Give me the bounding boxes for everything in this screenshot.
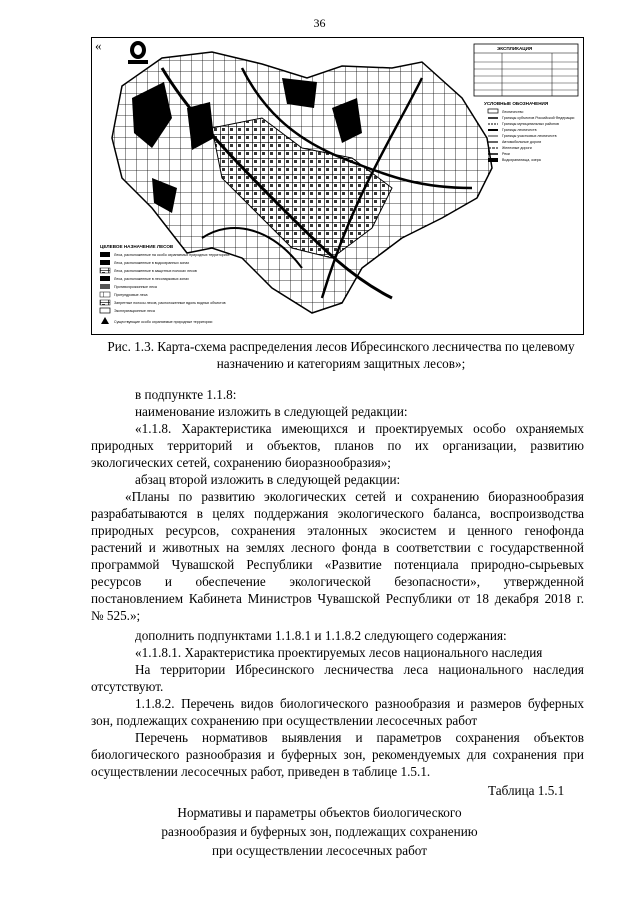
figure-caption: Рис. 1.3. Карта-схема распределения лесов Ибресинского лесничества по целевому назначению и категориям защитных лесов»;	[107, 339, 575, 371]
symbol-label-4: Границы участковых лесничеств	[502, 134, 557, 138]
forest-map-figure	[91, 37, 584, 335]
symbol-label-3: Границы лесничеств	[502, 128, 537, 132]
symbol-label-2: Границы муниципальных районов	[502, 122, 559, 126]
paragraph-line-4: экологических сетей, сохранению биоразнообразия»;	[91, 455, 391, 470]
table-title-line-0: Нормативы и параметры объектов биологического	[177, 805, 462, 820]
paragraph-line-11: ресурсов и обеспечение экологической безопасности», утвержденной	[91, 574, 584, 589]
paragraph-line-16: На территории Ибресинского лесничества леса национального наследия	[135, 662, 584, 677]
purpose-label-4: Противоэрозионные леса	[114, 285, 157, 289]
explication-title: ЭКСПЛИКАЦИЯ	[497, 46, 533, 51]
purpose-label-7: Эксплуатационные леса	[114, 309, 155, 313]
paragraph-line-21: биологического разнообразия и буферных зон, рекомендуемых для сохранения при	[91, 747, 584, 762]
paragraph-line-22: осуществлении лесосечных работ, приведен в таблице 1.5.1.	[91, 764, 431, 779]
paragraph-line-10: программой Чувашской Республики «Развитие потенциала природно-сырьевых	[91, 557, 584, 572]
page-number: 36	[313, 16, 326, 30]
paragraph-line-18: 1.1.8.2. Перечень видов биологического разнообразия и размеров буферных	[135, 696, 584, 711]
table-title-line-2: при осуществлении лесосечных работ	[212, 843, 427, 858]
paragraph-line-8: природных ресурсов, сохранения эталонных экосистем и ценного генофонда	[91, 523, 584, 538]
paragraph-line-19: зон, подлежащих сохранению при осуществлении лесосечных работ	[91, 713, 478, 728]
paragraph-line-6: «Планы по развитию экологических сетей и сохранению биоразнообразия	[125, 489, 584, 504]
forest-map-image	[92, 38, 583, 334]
paragraph-line-15: «1.1.8.1. Характеристика проектируемых лесов национального наследия	[135, 645, 543, 660]
symbol-label-1: Границы субъектов Российской Федерации	[502, 116, 575, 120]
symbol-label-5: Автомобильные дороги	[502, 140, 542, 144]
paragraph-line-7: разрабатываются в целях поддержания экологического баланса, воспроизводства	[91, 506, 584, 521]
symbol-label-0: Лесничество	[502, 110, 524, 114]
paragraph-line-13: № 525.»;	[91, 608, 141, 623]
purpose-label-1: Леса, расположенные в водоохранных зонах	[114, 261, 190, 265]
purpose-label-8: Существующие особо охраняемые природные территории	[114, 320, 213, 324]
paragraph-line-9: растений и животных на землях лесного фонда в соответствии с государственной	[91, 540, 584, 555]
paragraph-line-3: природных территорий и объектов, планов по их организации, развитию	[91, 438, 584, 453]
paragraph-line-17: отсутствуют.	[91, 679, 164, 694]
paragraph-line-20: Перечень нормативов выявления и параметров сохранения объектов	[135, 730, 584, 745]
purpose-legend	[100, 252, 110, 324]
paragraph-line-0: в подпункте 1.1.8:	[135, 387, 237, 402]
purpose-label-2: Леса, расположенные в защитных полосах лесов	[114, 269, 197, 273]
purpose-label-6: Запретные полосы лесов, расположенные вдоль водных объектов	[114, 301, 226, 305]
symbol-label-7: Реки	[502, 152, 510, 156]
symbols-title: УСЛОВНЫЕ ОБОЗНАЧЕНИЯ	[484, 101, 549, 106]
figure-corner-mark: «	[95, 38, 102, 53]
symbols-legend	[488, 109, 498, 162]
emblem-icon	[128, 41, 148, 64]
paragraph-line-5: абзац второй изложить в следующей редакции:	[135, 472, 401, 487]
paragraph-line-1: наименование изложить в следующей редакции:	[135, 404, 408, 419]
explication-table	[474, 44, 578, 96]
symbol-label-6: Железные дороги	[502, 146, 532, 150]
purpose-label-3: Леса, расположенные в лесопарковых зонах	[114, 277, 189, 281]
symbol-label-8: Водохранилища, озера	[502, 158, 541, 162]
paragraph-line-12: постановлением Кабинета Министров Чувашской Республики от 18 декабря 2018 г.	[91, 591, 584, 606]
paragraph-line-2: «1.1.8. Характеристика имеющихся и проектируемых особо охраняемых	[135, 421, 584, 436]
table-label: Таблица 1.5.1	[488, 783, 565, 798]
purpose-label-5: Притундровые леса	[114, 293, 148, 297]
purpose-label-0: Леса, расположенные на особо охраняемых природных территориях	[114, 253, 230, 257]
purpose-title: ЦЕЛЕВОЕ НАЗНАЧЕНИЕ ЛЕСОВ	[100, 244, 174, 249]
paragraph-line-14: дополнить подпунктами 1.1.8.1 и 1.1.8.2 следующего содержания:	[135, 628, 507, 643]
table-title-line-1: разнообразия и буферных зон, подлежащих сохранению	[161, 824, 478, 839]
